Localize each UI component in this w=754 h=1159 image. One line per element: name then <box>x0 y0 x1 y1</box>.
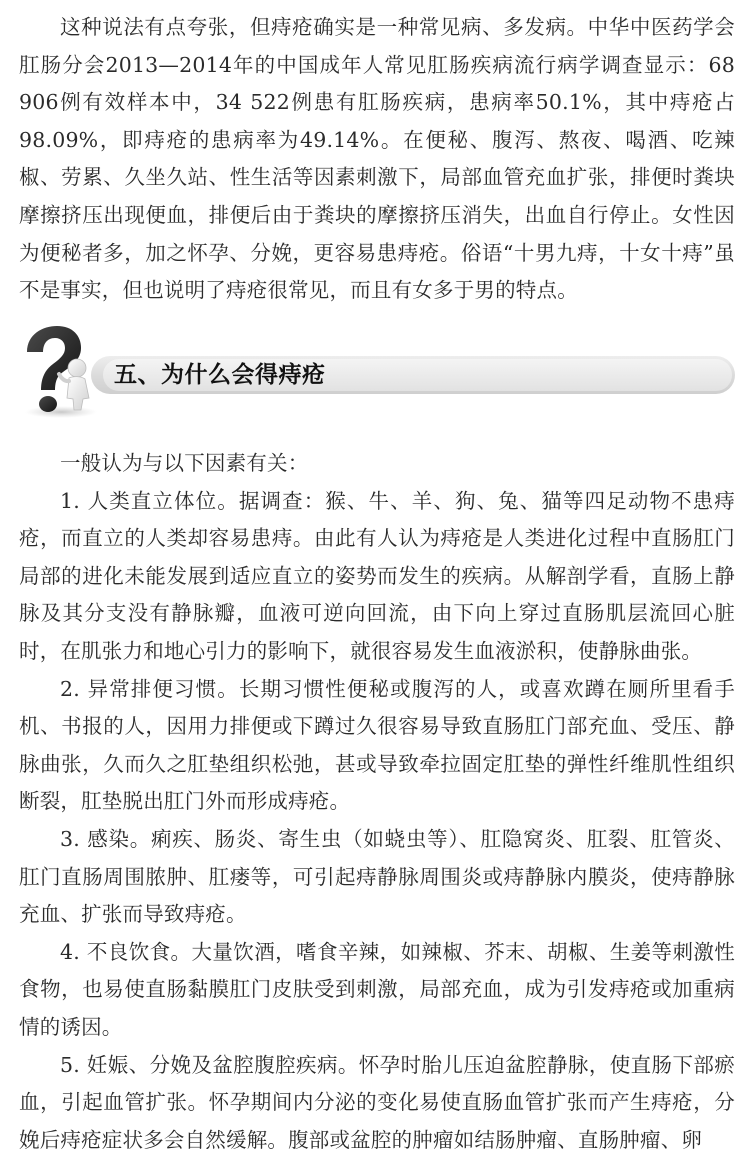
body-paragraph: 4. 不良饮食。大量饮酒，嗜食辛辣，如辣椒、芥末、胡椒、生姜等刺激性食物，也易使直肠黏膜肛门皮肤受到刺激，局部充血，成为引发痔疮或加重病情的诱因。 <box>19 934 735 1047</box>
body-paragraph: 2. 异常排便习惯。长期习惯性便秘或腹泻的人，或喜欢蹲在厕所里看手机、书报的人，因用力排便或下蹲过久很容易导致直肠肛门部充血、受压、静脉曲张，久而久之肛垫组织松弛，甚或导致牵拉固定肛垫的弹性纤维肌性组织断裂，肛垫脱出肛门外而形成痔疮。 <box>19 671 735 821</box>
section-header <box>19 324 735 420</box>
section-body <box>19 445 735 1159</box>
intro-paragraph: 这种说法有点夸张，但痔疮确实是一种常见病、多发病。中华中医药学会肛肠分会2013—2014年的中国成年人常见肛肠疾病流行病学调查显示：68 906例有效样本中，34 522例患有肛肠疾病，患病率50.1%，其中痔疮占98.09%，即痔疮的患病率为49.14%。在便秘、腹泻、熬夜、喝酒、吃辣椒、劳累、久坐久站、性生活等因素刺激下，局部血管充血扩张，排便时粪块摩擦挤压出现便血，排便后由于粪块的摩擦挤压消失，出血自行停止。女性因为便秘者多，加之怀孕、分娩，更容易患痔疮。俗语“十男九痔，十女十痔”虽不是事实，但也说明了痔疮很常见，而且有女多于男的特点。 <box>19 9 735 310</box>
body-paragraph: 1. 人类直立体位。据调查：猴、牛、羊、狗、兔、猫等四足动物不患痔疮，而直立的人类却容易患痔。由此有人认为痔疮是人类进化过程中直肠肛门局部的进化未能发展到适应直立的姿势而发生的疾病。从解剖学看，直肠上静脉及其分支没有静脉瓣，血液可逆向回流，由下向上穿过直肠肌层流回心脏时，在肌张力和地心引力的影响下，就很容易发生血液淤积，使静脉曲张。 <box>19 483 735 671</box>
body-paragraph: 5. 妊娠、分娩及盆腔腹腔疾病。怀孕时胎儿压迫盆腔静脉，使直肠下部瘀血，引起血管扩张。怀孕期间内分泌的变化易使直肠血管扩张而产生痔疮，分娩后痔疮症状多会自然缓解。腹部或盆腔的肿瘤如结肠肿瘤、直肠肿瘤、卵 <box>19 1047 735 1159</box>
body-paragraph: 3. 感染。痢疾、肠炎、寄生虫（如蛲虫等）、肛隐窝炎、肛裂、肛管炎、肛门直肠周围脓肿、肛瘘等，可引起痔静脉周围炎或痔静脉内膜炎，使痔静脉充血、扩张而导致痔疮。 <box>19 821 735 934</box>
question-mark-figure-icon <box>17 324 103 420</box>
body-paragraph: 一般认为与以下因素有关： <box>19 445 735 483</box>
section-title: 五、为什么会得痔疮 <box>114 360 326 390</box>
